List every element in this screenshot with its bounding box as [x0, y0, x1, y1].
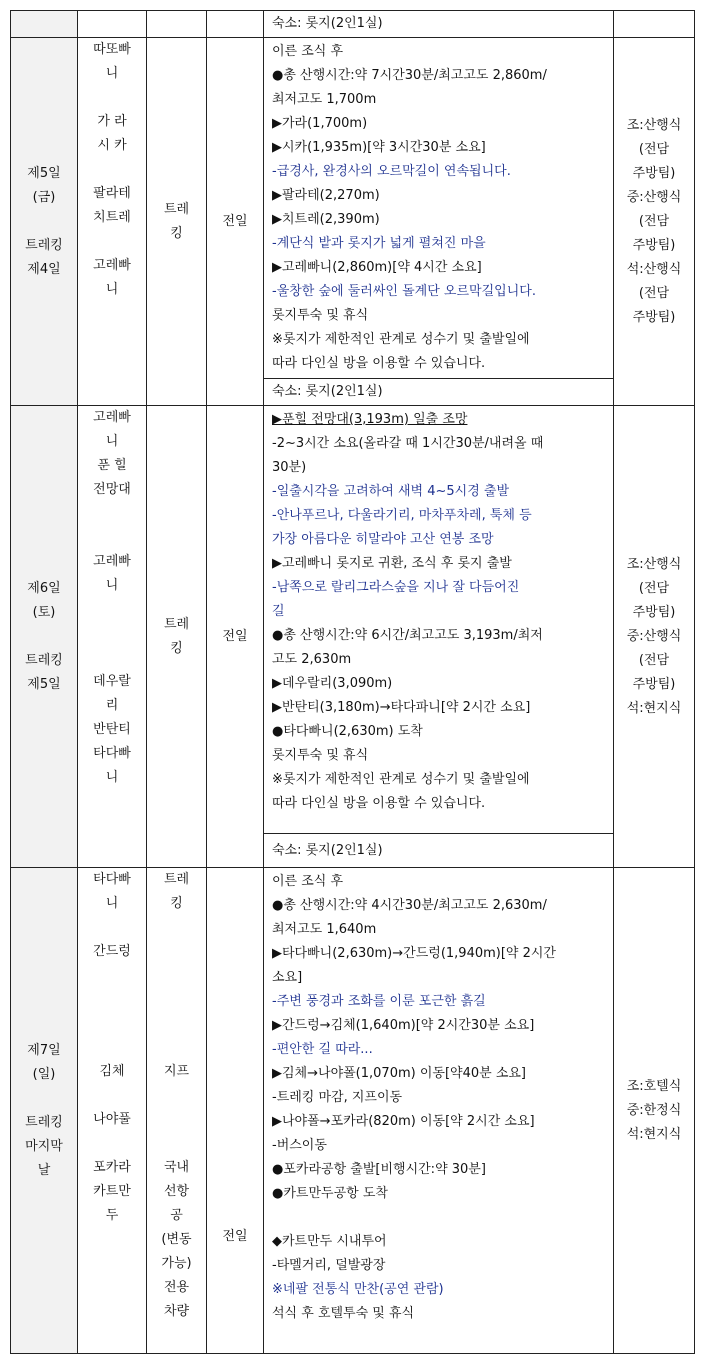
place-line: 두 [105, 1208, 119, 1223]
place-line: 고레빠 [93, 258, 131, 273]
day5-meals [614, 38, 695, 406]
detail-line: -계단식 밭과 롯지가 넓게 펼쳐진 마을 [272, 236, 486, 251]
detail-line: -울창한 숲에 둘러싸인 돌계단 오르막길입니다. [272, 284, 536, 299]
place-line: 푼 힐 [97, 458, 127, 473]
day6-label [11, 406, 78, 868]
meal-line: 주방팀) [632, 237, 676, 253]
day-label-line: 제5일 [27, 165, 61, 181]
detail-line: -급경사, 완경사의 오르막길이 연속됩니다. [272, 164, 511, 179]
meal-line: 중:산행식 [626, 189, 682, 205]
day7-meals [614, 868, 695, 1354]
meal-line: 조:호텔식 [626, 1078, 682, 1094]
detail-line: ▶간드렁→김체(1,640m)[약 2시간30분 소요] [272, 1018, 535, 1033]
place-line [78, 86, 146, 110]
place-line: 니 [105, 434, 119, 449]
day-label-line: 트레킹 [25, 1114, 63, 1130]
day-label-line: 트레킹 [25, 652, 63, 668]
detail-line: 이른 조식 후 [272, 874, 344, 889]
place-line [78, 230, 146, 254]
meal-line: (전담 [638, 285, 670, 301]
transport-line: 국내 [163, 1160, 190, 1175]
meal-line: 주방팀) [632, 309, 676, 325]
day5-details [264, 38, 614, 379]
place-line: 데우랄 [93, 674, 131, 689]
day7-places [78, 868, 147, 1354]
day6-transport [147, 406, 207, 868]
detail-line: ●카트만두공항 도착 [272, 1186, 388, 1201]
transport-line [147, 1108, 206, 1132]
detail-line: 따라 다인실 방을 이용할 수 있습니다. [272, 796, 486, 811]
detail-line: -일출시각을 고려하여 새벽 4~5시경 출발 [272, 484, 510, 499]
place-line: 니 [105, 896, 119, 911]
day6-lodging: 숙소: 롯지(2인1실) [264, 834, 614, 868]
transport-line: 킹 [170, 225, 183, 241]
detail-line: ●타다빠니(2,630m) 도착 [272, 724, 423, 739]
meal-line: 중:한정식 [626, 1102, 682, 1118]
transport-line: 공 [170, 1208, 183, 1223]
detail-line: -편안한 길 따라... [272, 1042, 373, 1057]
transport-line [147, 1084, 206, 1108]
detail-line: -타멜거리, 덜발광장 [272, 1258, 386, 1273]
place-line: 나야풀 [93, 1112, 131, 1127]
day7-transport [147, 868, 207, 1354]
place-line [78, 964, 146, 988]
transport-line [147, 916, 206, 940]
place-line [78, 526, 146, 550]
transport-line: 차량 [163, 1304, 190, 1319]
detail-line: 롯지투숙 및 휴식 [272, 748, 369, 763]
place-line [78, 646, 146, 670]
day-label-line: 제7일 [27, 1042, 61, 1058]
detail-line: ※롯지가 제한적인 관계로 성수기 및 출발일에 [272, 332, 530, 347]
transport-line: 킹 [170, 896, 183, 911]
detail-line: ◆카트만두 시내투어 [272, 1234, 387, 1249]
place-line: 리 [105, 698, 119, 713]
detail-line: -주변 풍경과 조화를 이룬 포근한 흙길 [272, 994, 486, 1009]
day6-time: 전일 [207, 406, 264, 868]
transport-line: 트레 [163, 616, 190, 632]
place-line: 따또빠 [93, 42, 131, 57]
day-label-line: 마지막 [25, 1138, 63, 1154]
day5-time: 전일 [207, 38, 264, 406]
place-line [78, 502, 146, 526]
detail-line: ●총 산행시간:약 6시간/최고고도 3,193m/최저 [272, 628, 543, 643]
day5-places [78, 38, 147, 406]
day6-details [264, 406, 614, 834]
place-line: 니 [105, 770, 119, 785]
place-line: 시 카 [97, 138, 127, 153]
transport-line [147, 964, 206, 988]
meal-line: 주방팀) [632, 604, 676, 620]
transport-line: (변동 [161, 1232, 192, 1247]
place-line [78, 158, 146, 182]
detail-line: ▶고레빠니(2,860m)[약 4시간 소요] [272, 260, 482, 275]
day-label-line: 제6일 [27, 580, 61, 596]
detail-line: 소요] [272, 970, 303, 985]
day5-label [11, 38, 78, 406]
detail-line: 따라 다인실 방을 이용할 수 있습니다. [272, 356, 486, 371]
day7-details [264, 868, 614, 1354]
place-line: 니 [105, 66, 119, 81]
meal-line: 석:현지식 [626, 700, 682, 716]
place-line: 타다빠 [93, 872, 131, 887]
detail-line: 최저고도 1,700m [272, 92, 377, 107]
transport-line [147, 988, 206, 1012]
detail-line: ※네팔 전통식 만찬(공연 관람) [272, 1282, 444, 1297]
transport-line [147, 1132, 206, 1156]
detail-line: ▶반탄티(3,180m)→타다파니[약 2시간 소요] [272, 700, 531, 715]
transport-line: 선항 [163, 1184, 190, 1199]
detail-line: ▶치트레(2,390m) [272, 212, 380, 227]
transport-line: 트레 [163, 201, 190, 217]
place-line: 타다빠 [93, 746, 131, 761]
meal-line: (전담 [638, 652, 670, 668]
meal-line: 조:산행식 [626, 556, 682, 572]
detail-line: ●포카라공항 출발[비행시간:약 30분] [272, 1162, 486, 1177]
day-label-line: 제5일 [27, 676, 61, 692]
day5-transport [147, 38, 207, 406]
day5-lodging: 숙소: 롯지(2인1실) [264, 379, 614, 406]
place-line [78, 1084, 146, 1108]
detail-line: ▶나야폴→포카라(820m) 이동[약 2시간 소요] [272, 1114, 535, 1129]
transport-line: 가능) [161, 1256, 192, 1271]
place-line: 니 [105, 282, 119, 297]
detail-line: -버스이동 [272, 1138, 327, 1153]
meal-line: (전담 [638, 580, 670, 596]
place-line: 김체 [99, 1064, 125, 1079]
transport-line: 킹 [170, 640, 183, 656]
day-label-line: (일) [32, 1066, 56, 1082]
detail-line: 고도 2,630m [272, 652, 352, 667]
day-label-line: 제4일 [27, 261, 61, 277]
place-line [78, 1132, 146, 1156]
detail-line: 롯지투숙 및 휴식 [272, 308, 369, 323]
transport-line [147, 940, 206, 964]
place-line: 포카라 [93, 1160, 131, 1175]
meal-line: 석:산행식 [626, 261, 682, 277]
detail-line: ▶고레빠니 롯지로 귀환, 조식 후 롯지 출발 [272, 556, 512, 571]
day7-time: 전일 [207, 868, 264, 1354]
day-label-line [11, 210, 77, 234]
place-line: 치트레 [93, 210, 131, 225]
detail-line: ※롯지가 제한적인 관계로 성수기 및 출발일에 [272, 772, 530, 787]
detail-line: ▶팔라테(2,270m) [272, 188, 380, 203]
place-line: 고레빠 [93, 554, 131, 569]
transport-line: 지프 [163, 1064, 190, 1079]
detail-line: 최저고도 1,640m [272, 922, 377, 937]
place-line: 반탄티 [93, 722, 131, 737]
detail-line: ▶타다빠니(2,630m)→간드렁(1,940m)[약 2시간 [272, 946, 556, 961]
transport-line: 트레 [163, 872, 190, 887]
detail-line [272, 1206, 605, 1230]
transport-line [147, 1036, 206, 1060]
place-line: 고레빠 [93, 410, 131, 425]
meal-line: (전담 [638, 141, 670, 157]
meal-line: 중:산행식 [626, 628, 682, 644]
detail-line: ▶김체→나야폴(1,070m) 이동[약40분 소요] [272, 1066, 527, 1081]
detail-line: ▶푼힐 전망대(3,193m) 일출 조망 [272, 412, 468, 427]
day-cell [11, 11, 78, 38]
detail-line: -2~3시간 소요(올라갈 때 1시간30분/내려올 때 [272, 436, 544, 451]
place-line: 간드렁 [93, 944, 131, 959]
place-line: 카트만 [93, 1184, 131, 1199]
detail-line: ●총 산행시간:약 7시간30분/최고고도 2,860m/ [272, 68, 547, 83]
day7-label [11, 868, 78, 1354]
day-label-line: 트레킹 [25, 237, 63, 253]
day-label-line [11, 1087, 77, 1111]
day-label-line [11, 625, 77, 649]
detail-line: -남쪽으로 랄리그라스숲을 지나 잘 다듬어진 [272, 580, 520, 595]
detail-line: ●총 산행시간:약 4시간30분/최고고도 2,630m/ [272, 898, 547, 913]
transport-line [147, 1012, 206, 1036]
meal-line: 주방팀) [632, 165, 676, 181]
place-line [78, 1036, 146, 1060]
meal-line: 주방팀) [632, 676, 676, 692]
day6-places [78, 406, 147, 868]
transport-line: 전용 [163, 1280, 190, 1295]
detail-line: ▶데우랄리(3,090m) [272, 676, 393, 691]
detail-line: 가장 아름다운 히말라야 고산 연봉 조망 [272, 532, 494, 547]
meal-line: 조:산행식 [626, 117, 682, 133]
place-line [78, 622, 146, 646]
detail-line: ▶시카(1,935m)[약 3시간30분 소요] [272, 140, 486, 155]
itinerary-table [10, 10, 695, 1354]
meal-line: (전담 [638, 213, 670, 229]
meal-line: 석:현지식 [626, 1126, 682, 1142]
place-line [78, 598, 146, 622]
place-line: 전망대 [93, 482, 131, 497]
detail-line: 길 [272, 604, 285, 619]
day-label-line: 날 [37, 1162, 51, 1178]
detail-line: 석식 후 호텔투숙 및 휴식 [272, 1306, 415, 1321]
detail-line: -안나푸르나, 다울라기리, 마차푸차레, 툭체 등 [272, 508, 532, 523]
detail-line: ▶가라(1,700m) [272, 116, 368, 131]
place-line [78, 1012, 146, 1036]
place-line: 팔라테 [93, 186, 131, 201]
day-label-line: (토) [32, 604, 56, 620]
place-line: 니 [105, 578, 119, 593]
lodging-text: 숙소: 롯지(2인1실) [264, 11, 614, 38]
day6-meals [614, 406, 695, 868]
day-label-line: (금) [32, 189, 56, 205]
detail-line: -트레킹 마감, 지프이동 [272, 1090, 403, 1105]
place-line [78, 916, 146, 940]
place-line [78, 988, 146, 1012]
place-line: 가 라 [97, 114, 127, 129]
detail-line: 이른 조식 후 [272, 44, 344, 59]
detail-line: 30분) [272, 460, 307, 475]
